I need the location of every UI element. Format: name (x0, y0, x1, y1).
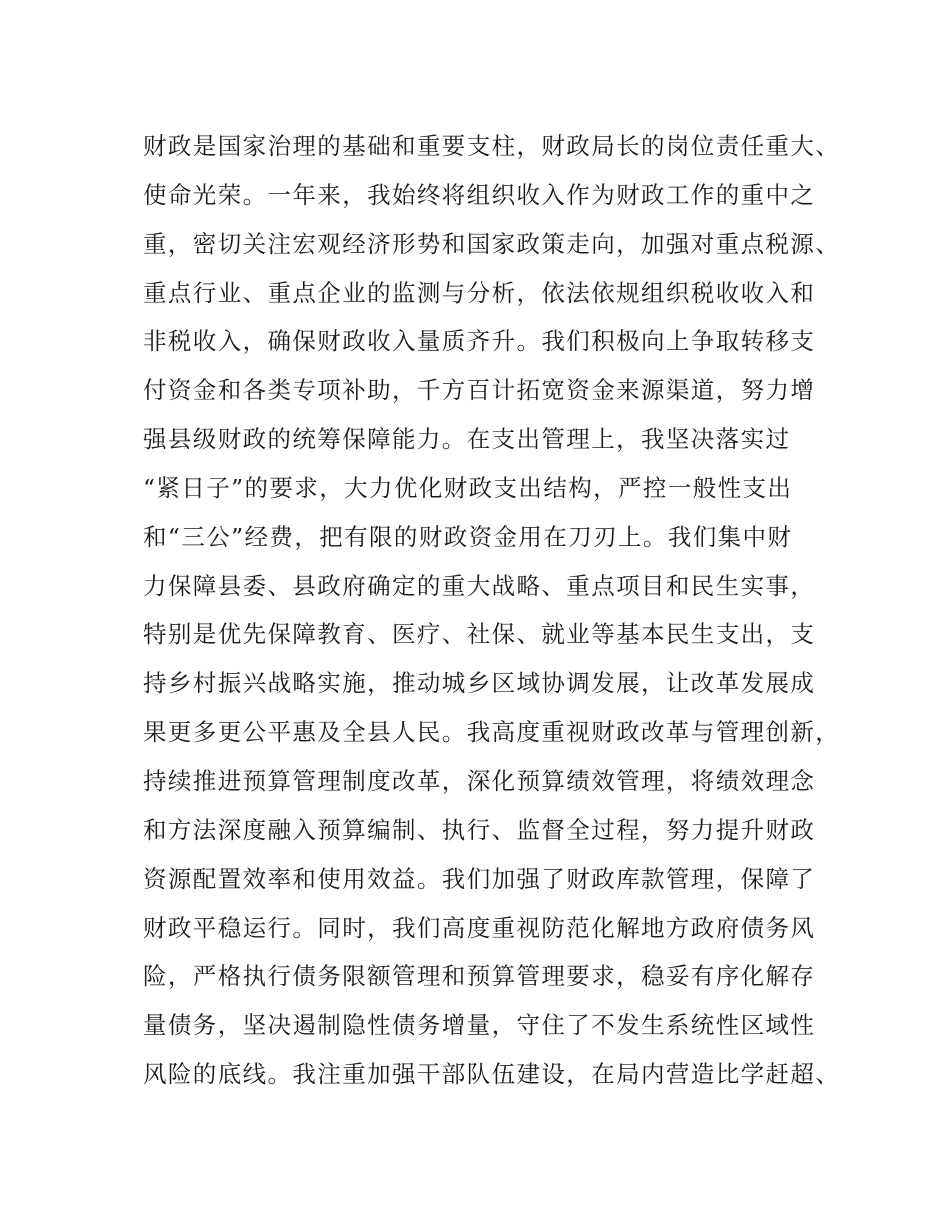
text-line: “紧日子”的要求，大力优化财政支出结构，严控一般性支出 (143, 473, 793, 502)
text-line: 财政平稳运行。同时，我们高度重视防范化解地方政府债务风 (143, 913, 816, 942)
text-line: 使命光荣。一年来，我始终将组织收入作为财政工作的重中之 (143, 180, 816, 209)
text-line: 强县级财政的统筹保障能力。在支出管理上，我坚决落实过 (143, 425, 791, 454)
text-line: 风险的底线。我注重加强干部队伍建设，在局内营造比学赶超、 (143, 1060, 841, 1089)
text-line: 重，密切关注宏观经济形势和国家政策走向，加强对重点税源、 (143, 229, 841, 258)
text-line: 付资金和各类专项补助，千方百计拓宽资金来源渠道，努力增 (143, 376, 816, 405)
text-line: 和方法深度融入预算编制、执行、监督全过程，努力提升财政 (143, 815, 816, 844)
text-line: 持乡村振兴战略实施，推动城乡区域协调发展，让改革发展成 (143, 669, 816, 698)
text-line: 财政是国家治理的基础和重要支柱，财政局长的岗位责任重大、 (143, 132, 841, 160)
text-line: 特别是优先保障教育、医疗、社保、就业等基本民生支出，支 (143, 620, 816, 649)
text-line: 力保障县委、县政府确定的重大战略、重点项目和民生实事， (143, 571, 816, 600)
text-line: 量债务，坚决遏制隐性债务增量，守住了不发生系统性区域性 (143, 1011, 816, 1040)
text-line: 和“三公”经费，把有限的财政资金用在刀刃上。我们集中财 (143, 522, 793, 551)
text-line: 重点行业、重点企业的监测与分析，依法依规组织税收收入和 (143, 278, 816, 307)
text-line: 资源配置效率和使用效益。我们加强了财政库款管理，保障了 (143, 864, 816, 893)
text-line: 险，严格执行债务限额管理和预算管理要求，稳妥有序化解存 (143, 962, 816, 991)
body-paragraph (143, 122, 843, 1099)
text-line: 果更多更公平惠及全县人民。我高度重视财政改革与管理创新， (143, 718, 841, 747)
text-line: 持续推进预算管理制度改革，深化预算绩效管理，将绩效理念 (143, 766, 816, 795)
text-line: 非税收入，确保财政收入量质齐升。我们积极向上争取转移支 (143, 327, 816, 356)
